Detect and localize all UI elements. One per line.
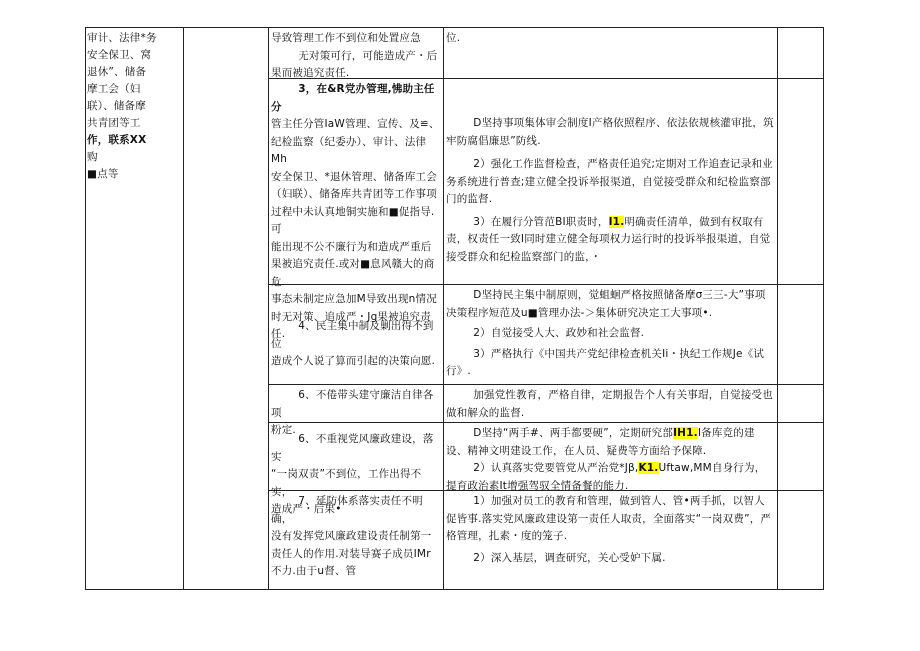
grid-line (443, 27, 444, 590)
risk-cell (271, 318, 441, 371)
risk-line: 6、不重视党风廉政建设，落实 (271, 433, 434, 463)
measure-item: 3）严格执行《中国共产党纪律检查机关Ii・执纪工作规Je《试行》. (446, 347, 765, 377)
risk-line: 3，在&R党办管理,怫助主任分 (271, 83, 435, 113)
highlight-mark: I1. (608, 215, 625, 228)
risk-cell (271, 30, 441, 83)
measure-item: 加强党性教育，严格自律，定期报告个人有关事瑁，自觉接受也做和解众的监督. (446, 389, 773, 419)
category-line: 安全保卫、窝 (87, 49, 152, 61)
measure-text: Uftaw,MM自身行为，提育政治素It增强驾驭全情备餐的能力. (446, 462, 766, 492)
risk-line: 果而被追究责任. (271, 67, 350, 79)
measure-item (446, 425, 774, 460)
category-line: ■点等 (87, 168, 119, 180)
category-cell (87, 30, 182, 183)
risk-line: （妇联）、储备库共青团等工作事项 (271, 188, 437, 200)
responsibility-table (85, 27, 824, 590)
grid-line (183, 27, 184, 590)
measure-item: 2）自觉接受人大、政妙和社会监督. (473, 327, 645, 339)
measure-item: D坚持事项集体审会制度I产格依照程序、依法依规核灌审批，筑牢防腐倡廉思”防线. (446, 117, 774, 147)
risk-line: 事态未制定应急加M导致出现n情况 (271, 293, 437, 305)
measure-cell (446, 115, 774, 266)
category-line: 审计、法律*务 (87, 32, 157, 44)
measure-cell (446, 425, 774, 495)
grid-line (268, 27, 269, 590)
category-line: 退休”、储备 (87, 66, 147, 78)
risk-line: 过程中未认真地铜实施和■促指导.可 (271, 205, 435, 235)
category-line: 摩工会（妇 (87, 83, 141, 95)
risk-line: 责任人的作用.对装导赛子成员IMr (271, 547, 431, 560)
measure-item: D坚持民主集中制原则，觉蛆蛔严格按照储备摩σ三三-大”事项决策程序短范及u■管理办法-＞集体研究决定工大事项•. (446, 289, 766, 319)
risk-line: 纪检监察（纪委办）、审计、法律Mh (271, 135, 427, 165)
measure-item (446, 214, 774, 267)
grid-line (85, 27, 824, 28)
category-line: 共青团等工 (87, 117, 141, 129)
risk-line: 导致管理工作不到位和处置应急 (271, 32, 421, 44)
highlight-mark: IH1. (673, 427, 698, 439)
measure-item: 2）深入基层，调查研究，关心受妒下属. (473, 551, 666, 564)
risk-line: 造成个人说了算而引起的决策向愿. (271, 355, 436, 367)
risk-line: 时无对策、追成严・Jg果被追究责任. (271, 310, 431, 340)
measure-text: 3）在履行分管范BI职责时， (473, 215, 609, 228)
grid-line (823, 27, 824, 590)
measure-item (446, 460, 774, 495)
risk-line: 管主任分管IaW管理、宣传、及≌、 (271, 118, 440, 130)
grid-line (85, 589, 824, 590)
grid-line (777, 27, 778, 590)
risk-line: 能出现不公不廉行为和造成严重后 (271, 240, 432, 253)
category-line: 作，联系XX (87, 134, 147, 146)
measure-cell (446, 493, 774, 567)
risk-line: 4、民主集中制及剿出得不到位 (271, 320, 434, 350)
risk-line: 没有发挥党风廉政建设责任制第一 (271, 530, 432, 542)
measure-cell (446, 387, 774, 422)
grid-line (268, 384, 824, 385)
measure-text: 明确责任清单，做到有权取有责，权责任一致I同时建立健全每项权力运行时的投诉举报渠道，自觉接受群众和纪检监察部门的监，・ (446, 215, 771, 263)
category-line: 联）、储备摩 (87, 100, 146, 112)
risk-cell (271, 81, 441, 344)
risk-line: 无对策可行，可能造成产・后 (298, 49, 438, 62)
measure-item: 1）加强对员工的教育和管理，做到管人、管•两手抓，以智人促皆事.落实党风廉政建设第一责任人取责，全面落实“一岗双费”，严格管理，扎素・度的笼子. (446, 495, 772, 542)
measure-item: 2）强化工作监督检查，严格责任追究;定期对工作追查记录和业务系统进行普查;建立健全投诉举报渠道，自觉接受群众和纪检监察部门的监督. (446, 158, 773, 205)
grid-line (85, 27, 86, 590)
measure-cell (446, 287, 774, 381)
risk-cell (271, 493, 441, 581)
measure-text: 2）认真落实党要管党从严治党*Jβ, (473, 462, 639, 474)
risk-line: 6、不倦带头建守廉洁自律各项 (271, 389, 434, 419)
measure-text: I备库竞的建设、精神文明建设工作，在人员、疑费等方面给予保障. (446, 427, 755, 457)
category-line: 购 (87, 151, 98, 163)
risk-line: 粉定. (271, 424, 296, 436)
measure-cell (446, 30, 774, 48)
measure-text: D坚持“两手#、两手都要硬”，定期研究部 (473, 427, 674, 439)
risk-line: 7、延防体系落实责任不明确， (271, 495, 423, 525)
risk-line: 安全保卫、*退休管理、储备库工会 (271, 170, 437, 183)
risk-line: 不力.由于u督、管 (271, 565, 357, 577)
highlight-mark: K1. (638, 462, 659, 474)
measure-line: 位. (446, 32, 461, 44)
risk-line: “一岗双责”不到位，工作出得不实， (271, 468, 422, 498)
risk-line: 造成严・后果• (271, 503, 342, 515)
risk-line: 果被追究责任.或对■息风赣大的商危 (271, 258, 435, 288)
